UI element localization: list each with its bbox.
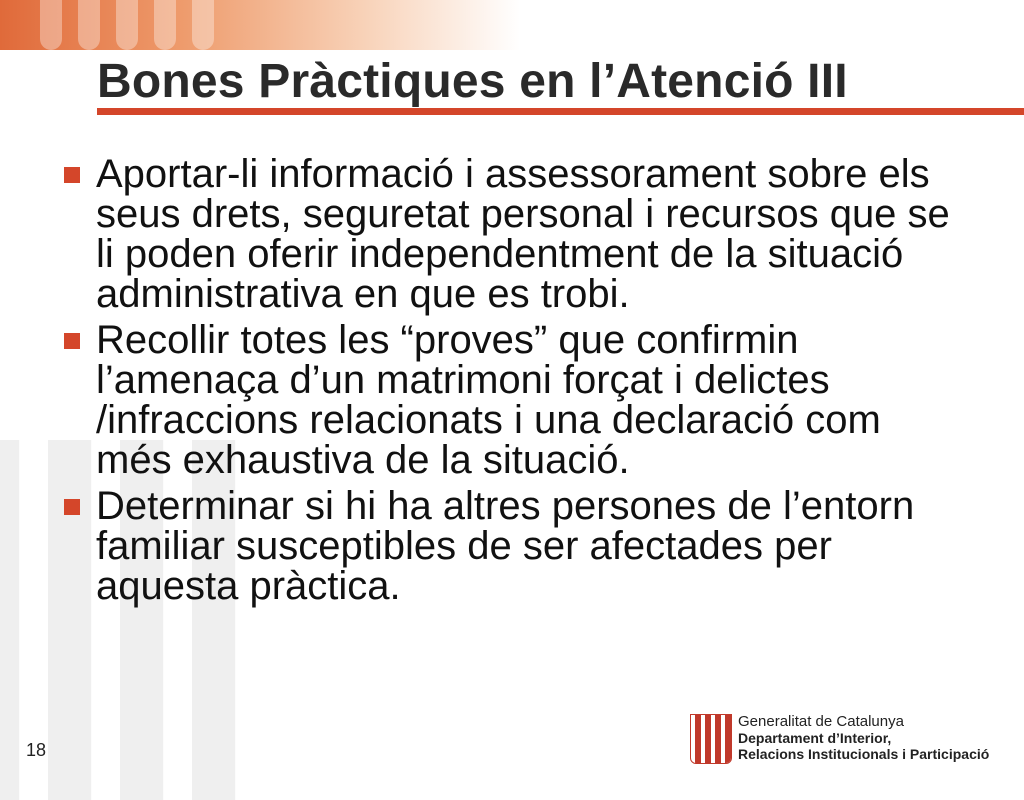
square-bullet-icon	[64, 167, 80, 183]
square-bullet-icon	[64, 499, 80, 515]
bullet-item	[64, 486, 964, 606]
bullet-text: Aportar-li informació i assessorament sobre els seus drets, seguretat personal i recursos que se li poden oferir independentment de la situació administrativa en que es trobi.	[96, 152, 950, 316]
bullet-text: Recollir totes les “proves” que confirmin l’amenaça d’un matrimoni forçat i delictes /infraccions relacionats i una declaració com més exhaustiva de la situació.	[96, 318, 881, 482]
bullet-list	[64, 154, 964, 612]
bullet-item	[64, 154, 964, 314]
slide-title: Bones Pràctiques en l’Atenció III	[97, 55, 848, 108]
page-number: 18	[26, 740, 47, 760]
bullet-item	[64, 320, 964, 480]
footer-logo	[690, 712, 1024, 768]
logo-text	[738, 714, 1024, 762]
logo-line-relations: Relacions Institucionals i Participació	[738, 746, 990, 762]
top-decorative-banner	[0, 0, 520, 50]
bullet-text: Determinar si hi ha altres persones de l’entorn familiar susceptibles de ser afectades per aquesta pràctica.	[96, 484, 915, 608]
logo-line-department: Departament d’Interior,	[738, 730, 892, 746]
logo-line-generalitat: Generalitat de Catalunya	[738, 713, 904, 730]
square-bullet-icon	[64, 333, 80, 349]
catalan-flag-logo-icon	[690, 714, 732, 764]
title-underline	[97, 108, 1024, 115]
